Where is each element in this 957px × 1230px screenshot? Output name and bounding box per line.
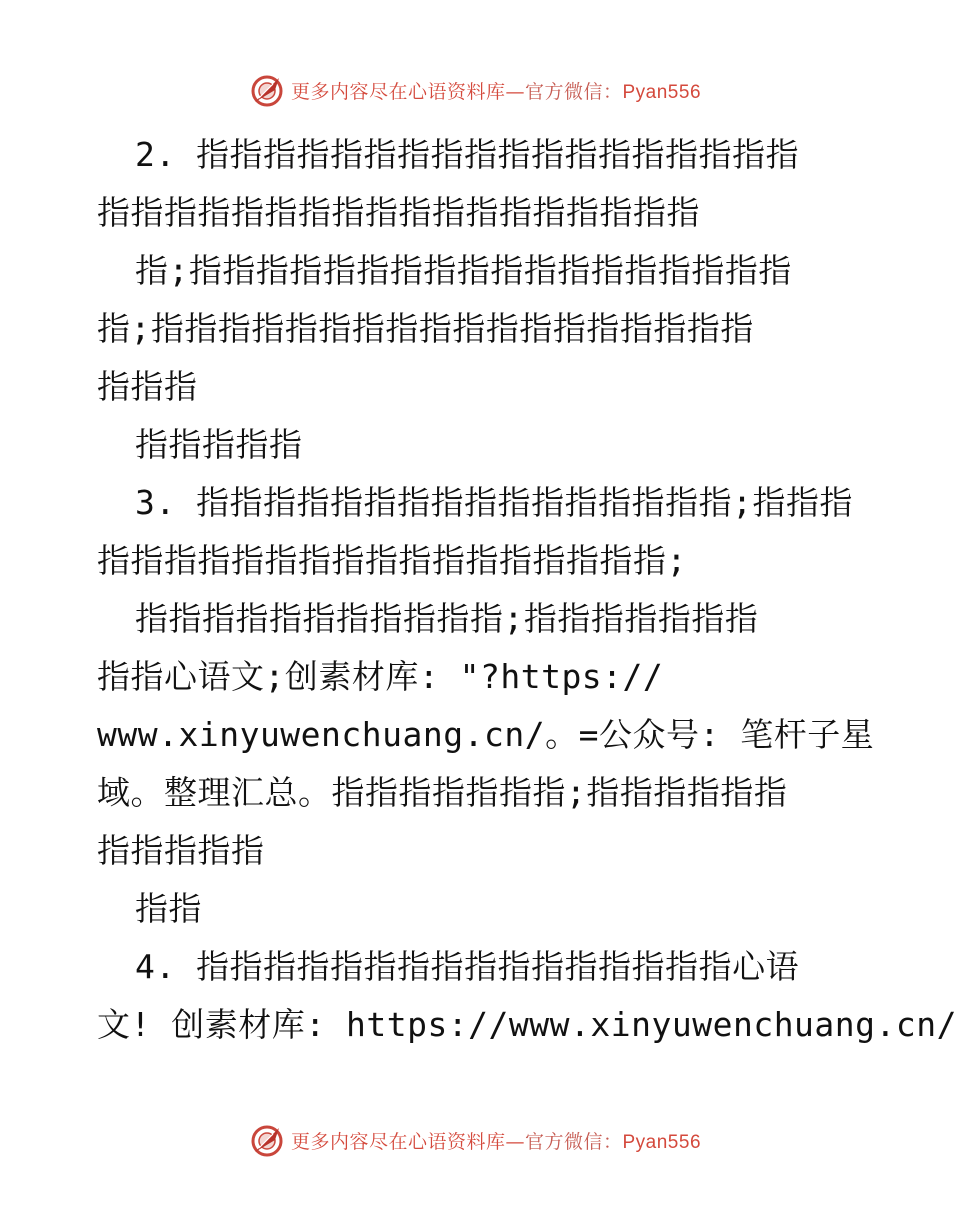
footer-wechat-label: 官方微信：: [524, 1130, 623, 1153]
body-line: 3. 指指指指指指指指指指指指指指指指;指指指: [135, 483, 853, 522]
footer-banner: [0, 1120, 950, 1160]
footer-promo-text: [291, 1127, 701, 1154]
footer-promo: 更多内容尽在心语资料库: [290, 1130, 506, 1153]
header-separator: —: [505, 80, 525, 103]
document-body: [97, 126, 957, 1054]
body-line: 4. 指指指指指指指指指指指指指指指指心语: [135, 947, 800, 986]
body-line: www.xinyuwenchuang.cn/。=公众号: 笔杆子星: [97, 715, 875, 754]
body-line: 指;指指指指指指指指指指指指指指指指指指: [135, 251, 792, 290]
body-line: 指指指指指: [135, 425, 303, 464]
body-line: 指指心语文;创素材库: "?https://: [97, 657, 664, 696]
footer-separator: —: [505, 1130, 525, 1153]
quill-pen-logo-icon: [249, 1122, 285, 1158]
body-line: 域。整理汇总。指指指指指指指;指指指指指指: [97, 773, 788, 812]
quill-pen-logo-icon: [249, 72, 285, 108]
body-line: 指;指指指指指指指指指指指指指指指指指指: [97, 309, 754, 348]
header-promo: 更多内容尽在心语资料库: [290, 80, 506, 103]
body-line: 指指: [135, 889, 202, 928]
header-banner: [0, 70, 950, 110]
body-line: 指指指指指指指指指指指;指指指指指指指: [135, 599, 759, 638]
header-promo-text: [291, 77, 701, 104]
header-wechat-account: Pyan556: [622, 81, 702, 103]
body-line: 指指指指指指指指指指指指指指指指指;: [97, 541, 687, 580]
body-line: 指指指指指指指指指指指指指指指指指指: [97, 193, 700, 232]
footer-wechat-account: Pyan556: [622, 1131, 702, 1153]
body-line: 2. 指指指指指指指指指指指指指指指指指指: [135, 135, 800, 174]
header-wechat-label: 官方微信：: [524, 80, 623, 103]
body-line: 指指指: [97, 367, 198, 406]
body-line: 指指指指指: [97, 831, 265, 870]
body-line: 文! 创素材库: https://www.xinyuwenchuang.cn/: [97, 1005, 957, 1044]
